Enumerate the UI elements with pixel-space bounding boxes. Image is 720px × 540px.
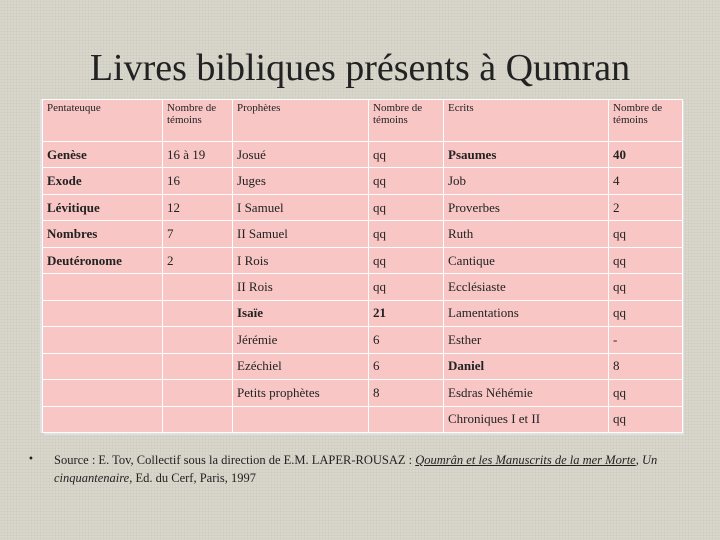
cell: II Samuel [233,221,369,247]
header-count-2: Nombre de témoins [369,100,444,142]
cell: qq [609,221,683,247]
table-row [43,353,683,379]
cell: qq [609,406,683,432]
header-ecrits: Ecrits [444,100,609,142]
cell: I Rois [233,247,369,273]
cell: Job [444,168,609,194]
cell [163,327,233,353]
cell: 16 [163,168,233,194]
table-row [43,380,683,406]
books-table [42,99,682,433]
cell: qq [609,300,683,326]
cell [233,406,369,432]
cell: Jérémie [233,327,369,353]
cell: Josué [233,142,369,168]
cell: 21 [369,300,444,326]
cell: 40 [609,142,683,168]
cell: 8 [609,353,683,379]
table-header-row [43,100,683,142]
table-row [43,142,683,168]
cell: Juges [233,168,369,194]
cell: II Rois [233,274,369,300]
cell: 6 [369,353,444,379]
cell [43,274,163,300]
cell: Lamentations [444,300,609,326]
cell [163,353,233,379]
cell: Esther [444,327,609,353]
cell: Esdras Néhémie [444,380,609,406]
cell: Petits prophètes [233,380,369,406]
table-row [43,300,683,326]
cell: qq [369,168,444,194]
cell: qq [609,380,683,406]
cell: 8 [369,380,444,406]
cell: qq [609,247,683,273]
cell: Ecclésiaste [444,274,609,300]
source-prefix: Source : E. Tov, Collectif sous la direction de E.M. LAPER-ROUSAZ : [54,453,416,467]
cell [163,406,233,432]
cell: - [609,327,683,353]
cell: Lévitique [43,194,163,220]
cell: qq [369,247,444,273]
source-sep: , [635,453,642,467]
header-count-1: Nombre de témoins [163,100,233,142]
cell: Proverbes [444,194,609,220]
cell [369,406,444,432]
table-row [43,247,683,273]
cell: qq [369,274,444,300]
cell: Genèse [43,142,163,168]
cell: Nombres [43,221,163,247]
table-row [43,327,683,353]
cell: 2 [609,194,683,220]
cell [43,353,163,379]
cell: Psaumes [444,142,609,168]
cell [43,380,163,406]
cell: I Samuel [233,194,369,220]
cell [43,300,163,326]
cell: Daniel [444,353,609,379]
header-count-3: Nombre de témoins [609,100,683,142]
cell [163,274,233,300]
cell: 16 à 19 [163,142,233,168]
header-pentateuque: Pentateuque [43,100,163,142]
cell: qq [609,274,683,300]
source-suffix: , Ed. du Cerf, Paris, 1997 [129,471,256,485]
table-row [43,406,683,432]
cell: Ruth [444,221,609,247]
table-row [43,221,683,247]
cell [43,406,163,432]
cell: Ezéchiel [233,353,369,379]
source-book-title: Qoumrân et les Manuscrits de la mer Morte [415,453,636,467]
cell: 7 [163,221,233,247]
cell: Deutéronome [43,247,163,273]
cell: qq [369,194,444,220]
cell [43,327,163,353]
cell: Exode [43,168,163,194]
cell [163,300,233,326]
header-prophetes: Prophètes [233,100,369,142]
table-row [43,194,683,220]
cell: 6 [369,327,444,353]
source-citation [54,451,684,487]
cell: qq [369,142,444,168]
cell: Cantique [444,247,609,273]
cell: Isaïe [233,300,369,326]
cell: 4 [609,168,683,194]
cell: qq [369,221,444,247]
table-row [43,168,683,194]
cell: Chroniques I et II [444,406,609,432]
source-book-subtitle: Un cinquantenaire [54,453,658,485]
cell [163,380,233,406]
cell: 12 [163,194,233,220]
cell: 2 [163,247,233,273]
page-title: Livres bibliques présents à Qumran [89,47,631,89]
bullet-icon: • [28,454,34,465]
table-row [43,274,683,300]
